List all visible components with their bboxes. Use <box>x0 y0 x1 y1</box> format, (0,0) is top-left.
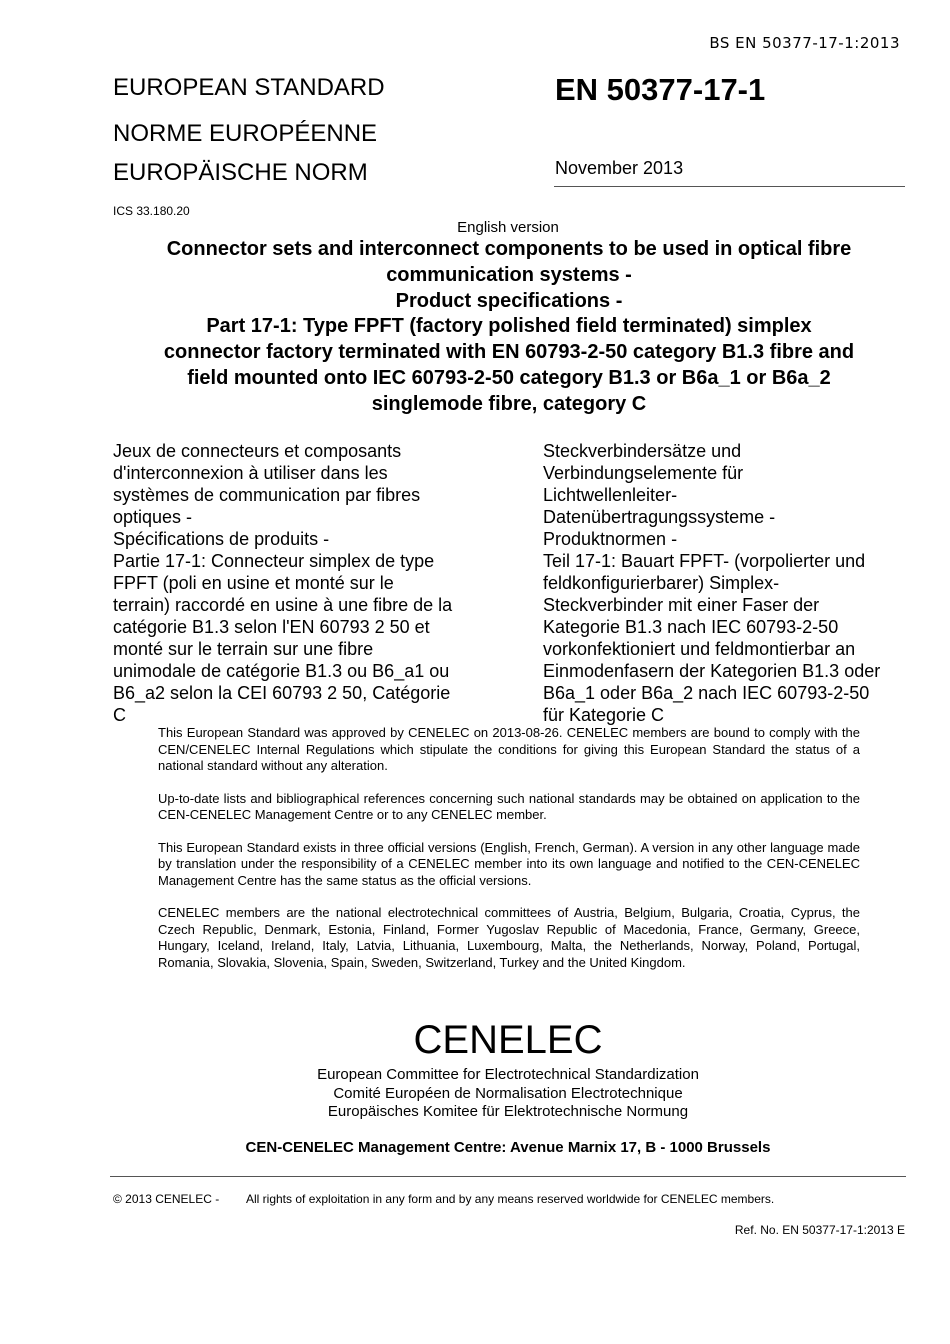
copyright-notice: © 2013 CENELEC - <box>113 1192 220 1206</box>
title-line: field mounted onto IEC 60793-2-50 category B1.3 or B6a_1 or B6a_2 <box>187 366 831 389</box>
german-title-line: B6a_1 oder B6a_2 nach IEC 60793-2-50 <box>543 683 870 703</box>
management-centre-address: CEN-CENELEC Management Centre: Avenue Marnix 17, B - 1000 Brussels <box>245 1139 771 1156</box>
committee-name-de: Europäisches Komitee für Elektrotechnische Normung <box>327 1103 689 1120</box>
french-title-line: C <box>113 705 126 725</box>
committee-name-en: European Committee for Electrotechnical Standardization <box>317 1066 699 1083</box>
french-title-line: systèmes de communication par fibres <box>113 485 421 505</box>
footer-divider <box>110 1176 906 1177</box>
french-title-line: terrain) raccordé en usine à une fibre de la <box>113 595 453 615</box>
german-title-line: Kategorie B1.3 nach IEC 60793-2-50 <box>543 617 839 637</box>
german-title-line: Steckverbinder mit einer Faser der <box>543 595 820 615</box>
document-reference: BS EN 50377-17-1:2013 <box>709 34 900 52</box>
standard-notes <box>158 725 860 987</box>
german-title-line: vorkonfektioniert und feldmontierbar an <box>543 639 856 659</box>
title-line: Part 17-1: Type FPFT (factory polished field terminated) simplex <box>206 315 812 338</box>
standard-name-en: EUROPEAN STANDARD <box>113 74 385 101</box>
german-title-line: Steckverbindersätze und <box>543 441 742 461</box>
reference-number: Ref. No. EN 50377-17-1:2013 E <box>734 1223 905 1237</box>
german-title-line: Produktnormen - <box>543 529 678 549</box>
german-title-line: feldkonfigurierbarer) Simplex- <box>543 573 780 593</box>
german-title-line: für Kategorie C <box>543 705 665 725</box>
version-label: English version <box>457 219 559 236</box>
french-title-line: FPFT (poli en usine et monté sur le <box>113 573 394 593</box>
cenelec-logo: CENELEC <box>413 1018 603 1062</box>
english-title <box>113 237 905 418</box>
french-title-line: monté sur le terrain sur une fibre <box>113 639 374 659</box>
title-line: Product specifications - <box>395 289 623 312</box>
french-title-line: optiques - <box>113 507 193 527</box>
committee-names <box>0 1066 950 1122</box>
french-title <box>113 440 493 726</box>
standard-number: EN 50377-17-1 <box>555 72 766 107</box>
title-line: communication systems - <box>386 263 632 286</box>
french-title-line: Partie 17-1: Connecteur simplex de type <box>113 551 435 571</box>
ics-code: ICS 33.180.20 <box>113 204 190 218</box>
german-title <box>543 440 913 726</box>
approval-note: This European Standard was approved by CENELEC on 2013-08-26. CENELEC members are bound to comply with the CEN/CENELEC Internal Regulations which stipulate the conditions for giving this European Standard the status of a national standard without any alteration. <box>158 725 860 773</box>
standard-name-fr: NORME EUROPÉENNE <box>113 120 378 147</box>
french-title-line: catégorie B1.3 selon l'EN 60793 2 50 et <box>113 617 430 637</box>
french-title-line: Jeux de connecteurs et composants <box>113 441 402 461</box>
french-title-line: Spécifications de produits - <box>113 529 330 549</box>
title-line: Connector sets and interconnect components to be used in optical fibre <box>166 238 852 260</box>
references-note: Up-to-date lists and bibliographical references concerning such national standards may be obtained on application to the CEN-CENELEC Management Centre or to any CENELEC member. <box>158 790 860 822</box>
title-line: singlemode fibre, category C <box>371 392 647 415</box>
german-title-line: Teil 17-1: Bauart FPFT- (vorpolierter und <box>543 551 866 571</box>
french-title-line: d'interconnexion à utiliser dans les <box>113 463 388 483</box>
header-divider <box>554 186 905 187</box>
rights-statement: All rights of exploitation in any form and by any means reserved worldwide for CENELEC members. <box>246 1192 775 1206</box>
french-title-line: B6_a2 selon la CEI 60793 2 50, Catégorie <box>113 683 451 703</box>
german-title-line: Lichtwellenleiter- <box>543 485 678 505</box>
german-title-line: Verbindungselemente für <box>543 463 744 483</box>
standard-name-de: EUROPÄISCHE NORM <box>113 159 368 186</box>
german-title-line: Einmodenfasern der Kategorien B1.3 oder <box>543 661 881 681</box>
versions-note: This European Standard exists in three official versions (English, French, German). A version in any other language made by translation under the responsibility of a CENELEC member into its own language and notified to the CEN-CENELEC Management Centre has the same status as the official versions. <box>158 839 860 888</box>
members-note: CENELEC members are the national electrotechnical committees of Austria, Belgium, Bulgaria, Croatia, Cyprus, the Czech Republic, Denmark, Estonia, Finland, Former Yugoslav Republic of Macedonia, France, Germany, Greece, Hungary, Iceland, Ireland, Italy, Latvia, Lithuania, Luxembourg, Malta, the Netherlands, Norway, Poland, Portugal, Romania, Slovakia, Slovenia, Spain, Sweden, Switzerland, Turkey and the United Kingdom. <box>158 905 860 970</box>
french-title-line: unimodale de catégorie B1.3 ou B6_a1 ou <box>113 661 450 681</box>
title-line: connector factory terminated with EN 60793-2-50 category B1.3 fibre and <box>163 341 855 364</box>
publication-date: November 2013 <box>555 158 684 178</box>
german-title-line: Datenübertragungssysteme - <box>543 507 776 527</box>
committee-name-fr: Comité Européen de Normalisation Electrotechnique <box>333 1084 683 1102</box>
